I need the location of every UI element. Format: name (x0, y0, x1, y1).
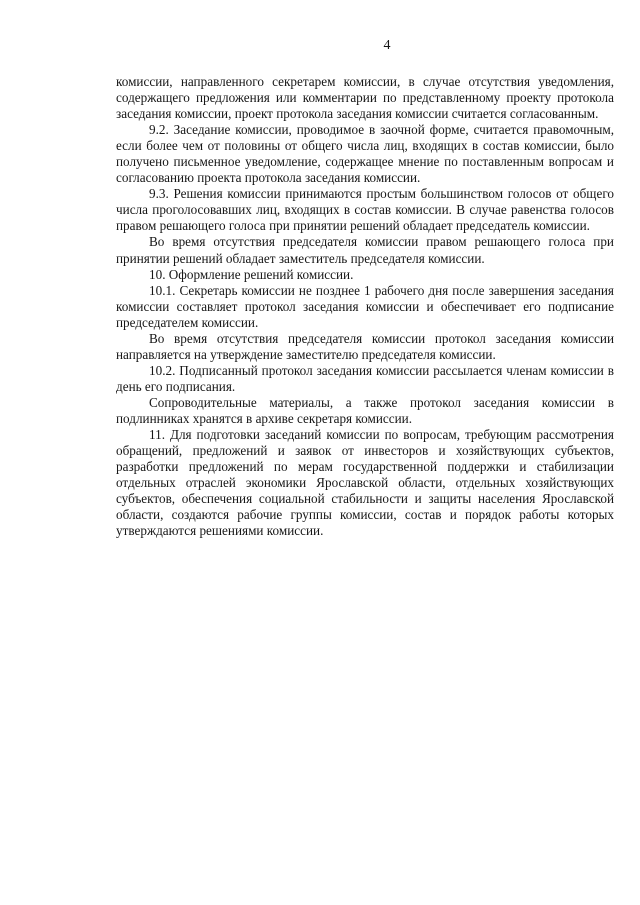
paragraph-10-heading: 10. Оформление решений комиссии. (149, 266, 354, 282)
document-body (116, 74, 614, 539)
paragraph-deputy-vote: Во время отсутствия председателя комиссии правом решающего голоса при принятии решений обладает заместитель председателя комиссии. (116, 234, 614, 266)
paragraph-10-2: 10.2. Подписанный протокол заседания комиссии рассылается членам комиссии в день его подписания. (116, 362, 614, 394)
paragraph-10-1: 10.1. Секретарь комиссии не позднее 1 рабочего дня после завершения заседания комиссии составляет протокол заседания комиссии и обеспечивает его подписание председателем комиссии. (116, 282, 614, 330)
paragraph-deputy-approval: Во время отсутствия председателя комиссии протокол заседания комиссии направляется на утверждение заместителю председателя комиссии. (116, 330, 614, 362)
paragraph-9-3: 9.3. Решения комиссии принимаются простым большинством голосов от общего числа проголосовавших лиц, входящих в состав комиссии. В случае равенства голосов правом решающего голоса при принятии решений обладает председатель комиссии. (116, 186, 614, 234)
paragraph-9-2: 9.2. Заседание комиссии, проводимое в заочной форме, считается правомочным, если более чем от половины от общего числа лиц, входящих в состав комиссии, было получено письменное уведомление, содержащее мнение по поставленным вопросам и согласованию проекта протокола заседания комиссии. (116, 122, 614, 186)
page-number: 4 (383, 38, 391, 53)
paragraph-11: 11. Для подготовки заседаний комиссии по вопросам, требующим рассмотрения обращений, предложений и заявок от инвесторов и хозяйствующих субъектов, разработки предложений по мерам государственной поддержки и стабилизации отдельных отраслей экономики Ярославской области, отдельных хозяйствующих субъектов, обеспечения социальной стабильности и защиты населения Ярославской области, создаются рабочие группы комиссии, состав и порядок работы которых утверждаются решениями комиссии. (116, 427, 614, 539)
paragraph-archive: Сопроводительные материалы, а также протокол заседания комиссии в подлинниках хранятся в архиве секретаря комиссии. (116, 394, 614, 426)
paragraph-continuation: комиссии, направленного секретарем комиссии, в случае отсутствия уведомления, содержащего предложения или комментарии по представленному проекту протокола заседания комиссии, проект протокола заседания комиссии считается согласованным. (116, 74, 614, 122)
